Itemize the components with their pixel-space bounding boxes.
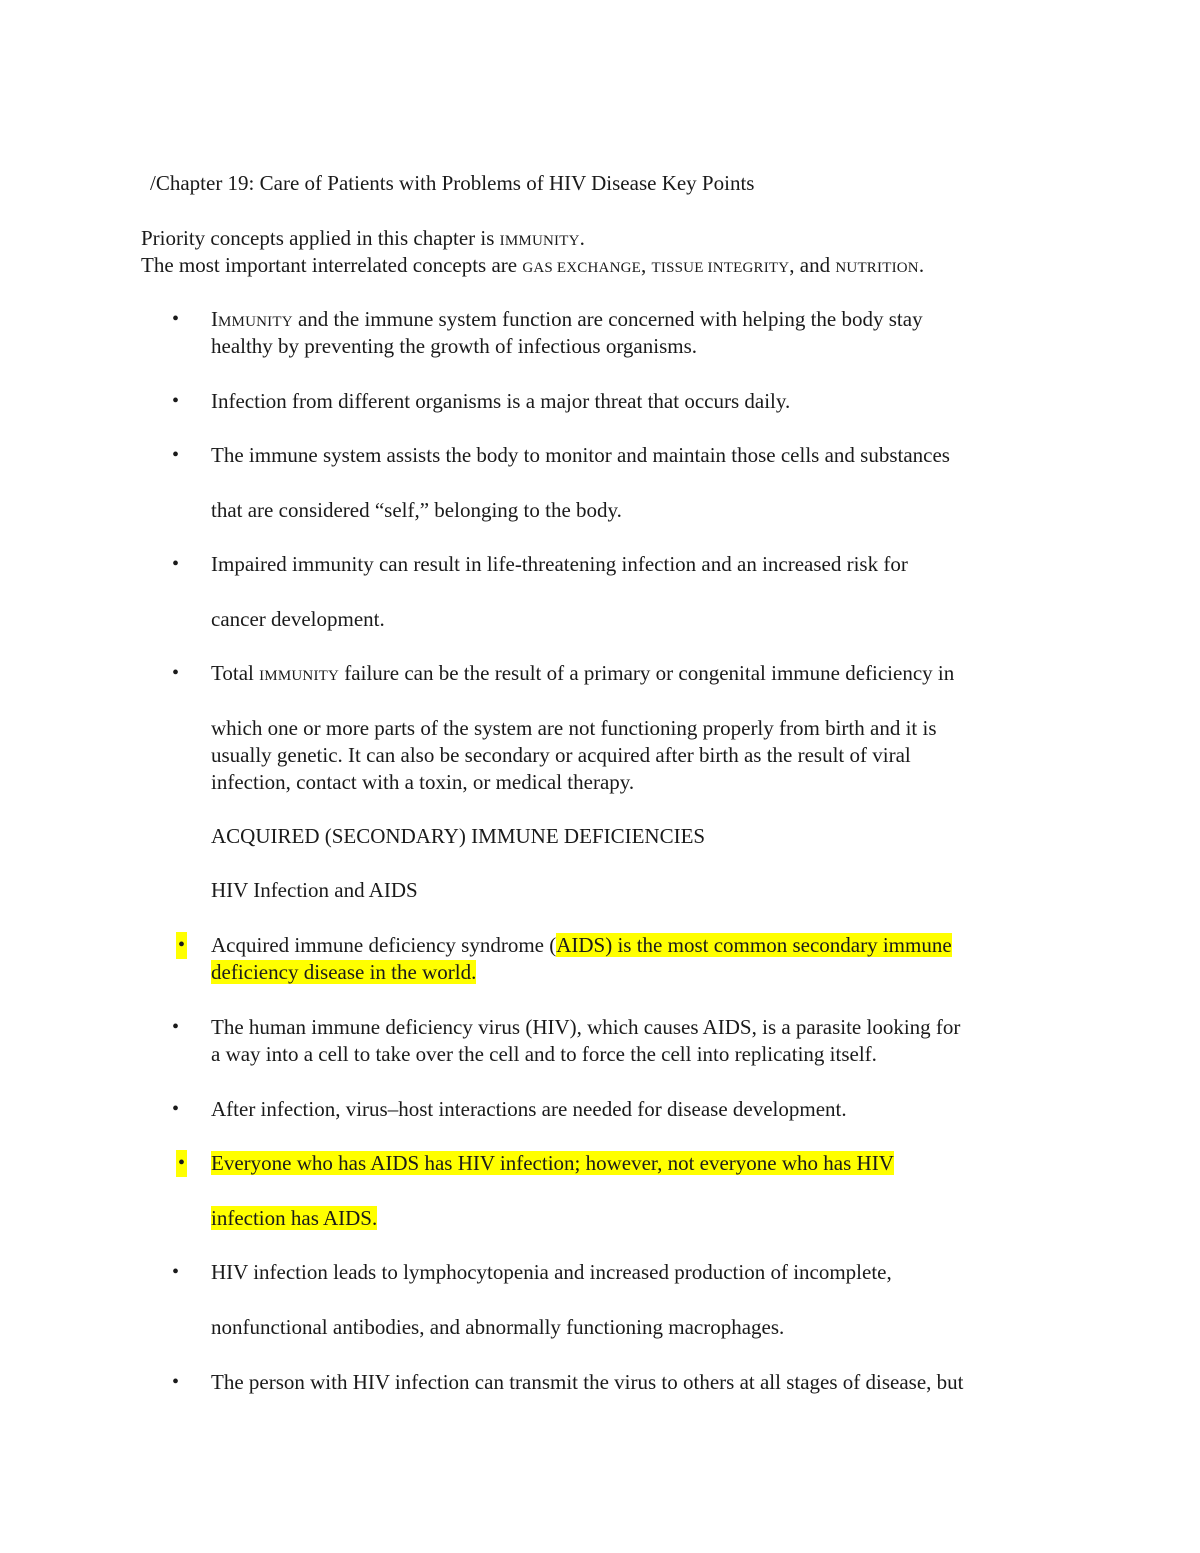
- bullet-4-line-1: Impaired immunity can result in life-threatening infection and an increased risk for: [211, 552, 908, 576]
- bullet-1-line-2: healthy by preventing the growth of infectious organisms.: [211, 334, 698, 358]
- concept-gas-exchange: GAS EXCHANGE: [522, 260, 642, 276]
- bullet-icon: •: [176, 1150, 187, 1177]
- subheading: HIV Infection and AIDS: [211, 878, 418, 902]
- bullet-7-line-1: The human immune deficiency virus (HIV), which causes AIDS, is a parasite looking for: [211, 1015, 961, 1039]
- bullet-text: Acquired immune deficiency syndrome (: [211, 933, 557, 957]
- intro-line-1: [141, 225, 585, 255]
- bullet-text: and the immune system function are concerned with helping the body stay: [292, 307, 923, 331]
- bullet-text: Total: [211, 661, 260, 685]
- bullet-9-line-1: [211, 1150, 894, 1177]
- bullet-icon: •: [172, 1016, 180, 1038]
- bullet-icon: •: [172, 1371, 180, 1393]
- bullet-5-line-1: [211, 660, 954, 690]
- intro-text: .: [579, 226, 585, 250]
- bullet-5-line-4: infection, contact with a toxin, or medical therapy.: [211, 770, 635, 794]
- bullet-icon: •: [172, 1098, 180, 1120]
- concept-nutrition: NUTRITION: [835, 260, 919, 276]
- intro-text: , and: [789, 253, 836, 277]
- highlighted-text: infection has AIDS.: [211, 1206, 378, 1230]
- bullet-5-line-2: which one or more parts of the system are not functioning properly from birth and it is: [211, 716, 937, 740]
- bullet-icon: •: [172, 553, 180, 575]
- bullet-2-line-1: Infection from different organisms is a major threat that occurs daily.: [211, 389, 791, 413]
- section-heading: ACQUIRED (SECONDARY) IMMUNE DEFICIENCIES: [211, 824, 706, 848]
- bullet-4-line-2: cancer development.: [211, 607, 385, 631]
- bullet-text: failure can be the result of a primary or congenital immune deficiency in: [339, 661, 955, 685]
- highlighted-text: deficiency disease in the world.: [211, 960, 477, 984]
- bullet-icon: •: [172, 444, 180, 466]
- concept-immunity: IMMUNITY: [499, 233, 580, 249]
- bullet-8-line-1: After infection, virus–host interactions are needed for disease development.: [211, 1097, 847, 1121]
- bullet-icon: •: [172, 662, 180, 684]
- bullet-6-line-1: [211, 932, 952, 959]
- bullet-3-line-1: The immune system assists the body to monitor and maintain those cells and substances: [211, 443, 950, 467]
- bullet-text: MMUNITY: [218, 314, 293, 330]
- bullet-10-line-2: nonfunctional antibodies, and abnormally functioning macrophages.: [211, 1315, 785, 1339]
- bullet-9-line-2: [211, 1205, 377, 1232]
- bullet-5-line-3: usually genetic. It can also be secondary or acquired after birth as the result of viral: [211, 743, 911, 767]
- intro-text: ,: [641, 253, 652, 277]
- bullet-icon: •: [172, 390, 180, 412]
- intro-text: The most important interrelated concepts are: [141, 253, 523, 277]
- bullet-icon: •: [172, 1261, 180, 1283]
- bullet-7-line-2: a way into a cell to take over the cell and to force the cell into replicating itself.: [211, 1042, 877, 1066]
- intro-text: Priority concepts applied in this chapter is: [141, 226, 500, 250]
- bullet-10-line-1: HIV infection leads to lymphocytopenia and increased production of incomplete,: [211, 1260, 892, 1284]
- bullet-3-line-2: that are considered “self,” belonging to the body.: [211, 498, 622, 522]
- bullet-6-line-2: [211, 959, 476, 986]
- bullet-icon: •: [172, 308, 180, 330]
- bullet-icon: •: [176, 932, 187, 959]
- intro-text: .: [918, 253, 925, 277]
- page-title: /Chapter 19: Care of Patients with Problems of HIV Disease Key Points: [150, 171, 755, 195]
- highlighted-text: AIDS) is the most common secondary immune: [556, 933, 952, 957]
- concept-immunity: IMMUNITY: [259, 668, 340, 684]
- bullet-11-line-1: The person with HIV infection can transmit the virus to others at all stages of disease, but: [211, 1370, 964, 1394]
- bullet-1-line-1: [211, 306, 923, 336]
- concept-tissue-integrity: TISSUE INTEGRITY: [651, 260, 790, 276]
- highlighted-text: Everyone who has AIDS has HIV infection; however, not everyone who has HIV: [211, 1151, 894, 1175]
- intro-line-2: [141, 252, 924, 282]
- bullet-text: I: [211, 307, 218, 331]
